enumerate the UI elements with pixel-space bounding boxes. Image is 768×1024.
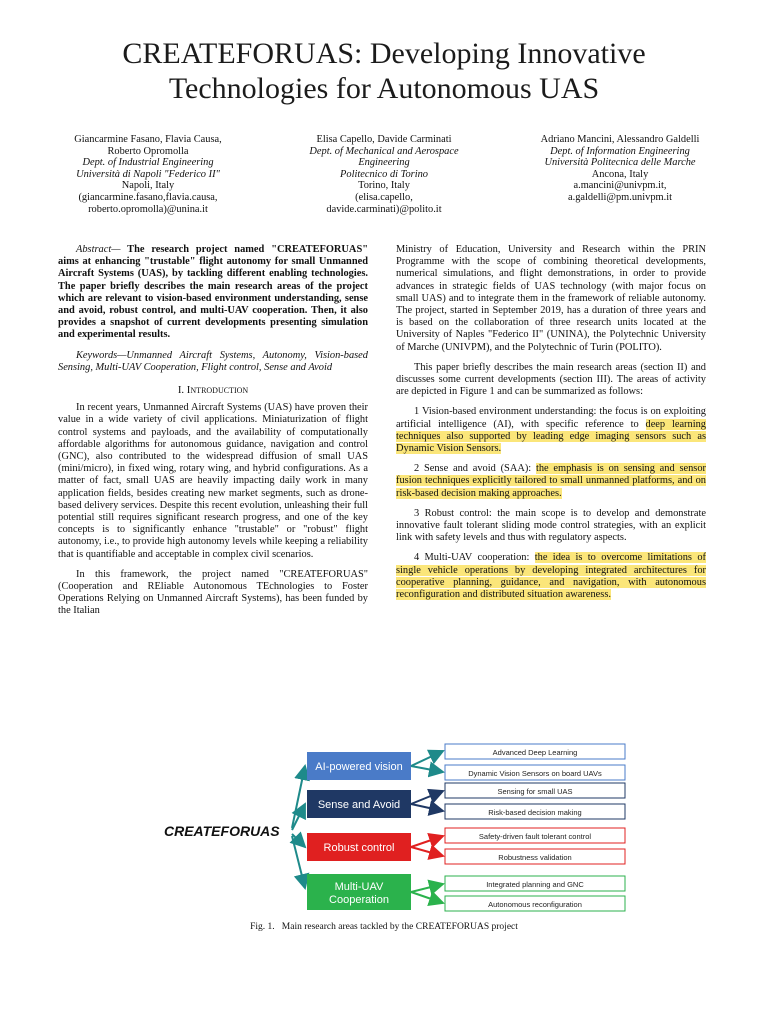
connector-sub xyxy=(411,836,443,847)
sub-label: Integrated planning and GNC xyxy=(486,880,584,889)
area-label-saa: Sense and Avoid xyxy=(317,799,401,811)
sub-label: Safety-driven fault tolerant control xyxy=(478,832,592,841)
connector-sub xyxy=(411,892,443,903)
figure-1 xyxy=(150,740,730,920)
connector-sub xyxy=(411,884,443,892)
author-dept: Engineering xyxy=(358,157,410,169)
caption-label: Fig. 1. xyxy=(250,922,275,932)
abstract xyxy=(58,244,368,342)
author-univpm xyxy=(510,134,730,204)
list-item-multi-uav xyxy=(396,552,706,601)
item-text: 1 Vision-based environment understanding: the focus is on exploiting artificial intelligence (AI), with specific reference to xyxy=(396,406,706,430)
list-item-robust-control: 3 Robust control: the main scope is to develop and demonstrate innovative fault tolerant sliding mode control strategies, with an explicit link with safety levels and thus with regulatory aspects. xyxy=(396,507,706,544)
author-dept: Dept. of Information Engineering xyxy=(550,145,690,157)
title-line-1: CREATEFORUAS: Developing Innovative xyxy=(122,37,646,70)
left-column xyxy=(58,244,368,626)
author-email[interactable]: a.galdelli@pm.univpm.it xyxy=(568,191,672,203)
area-label-multi-uav-line2: Cooperation xyxy=(329,894,389,906)
diagram-root-label: CREATEFORUAS xyxy=(164,823,280,839)
item-text: 2 Sense and avoid (SAA): xyxy=(414,463,536,475)
connector-sub xyxy=(411,766,443,772)
title-line-2: Technologies for Autonomous UAS xyxy=(168,72,600,105)
area-label-robust-control: Robust control xyxy=(323,842,395,854)
sub-label: Autonomous reconfiguration xyxy=(488,900,582,909)
connector-sub xyxy=(411,751,443,766)
right-column xyxy=(396,244,706,609)
connector-sub xyxy=(411,847,443,856)
author-names: Roberto Opromolla xyxy=(107,145,189,157)
caption-text: Main research areas tackled by the CREATEFORUAS project xyxy=(281,922,518,932)
author-names: Adriano Mancini, Alessandro Galdelli xyxy=(540,134,700,145)
highlighted-text: the emphasis is on sensing and sensor fusion techniques explicitly tailored to small unmanned platforms, and on risk-based decision making approaches. xyxy=(396,463,706,499)
highlighted-text: deep learning techniques also supported by leading edge imaging sensors such as Dynamic Vision Sensors. xyxy=(396,418,706,455)
figure-diagram xyxy=(150,740,730,920)
sub-label: Risk-based decision making xyxy=(488,808,582,817)
list-item-saa xyxy=(396,463,706,500)
paper-title xyxy=(40,36,728,106)
item-text: 4 Multi-UAV cooperation: xyxy=(414,552,535,564)
author-dept: Dept. of Mechanical and Aerospace xyxy=(309,145,459,157)
author-names: Giancarmine Fasano, Flavia Causa, xyxy=(74,134,222,145)
author-location: Torino, Italy xyxy=(358,180,410,192)
author-univ: Università di Napoli "Federico II" xyxy=(76,168,220,180)
right-paragraph-2: This paper briefly describes the main research areas (section II) and discusses some current developments (section III). The areas of activity are depicted in Figure 1 and can be summarized as follows: xyxy=(396,361,706,398)
connector-sub xyxy=(411,791,443,804)
author-email[interactable]: (giancarmine.fasano,flavia.causa, xyxy=(78,191,218,203)
section-heading-introduction: I. Introduction xyxy=(177,384,249,397)
right-paragraph-1: Ministry of Education, University and Research within the PRIN Programme with the scope of combining theoretical developments, numerical simulations, and flight demonstrations, in order to provide advances in strategic fields of UAS technology (with major focus on small UAS) and to integrate them in the framework of reliable autonomy. The project, started in September 2019, has a duration of three years and is based on the collaboration of three research units located at the University of Naples "Federico II" (UNINA), the Polytechnic University of Marche (UNIVPM), and the Polytechnic of Turin (POLITO). xyxy=(396,244,706,353)
sub-label: Robustness validation xyxy=(498,853,572,862)
area-label-vision: AI-powered vision xyxy=(315,761,403,773)
author-dept: Dept. of Industrial Engineering xyxy=(82,157,214,169)
sub-label: Dynamic Vision Sensors on board UAVs xyxy=(468,769,602,778)
list-item-vision xyxy=(396,406,706,455)
keywords: Keywords—Unmanned Aircraft Systems, Autonomy, Vision-based Sensing, Multi-UAV Cooperation, Flight control, Sense and Avoid xyxy=(58,349,368,373)
connector-sub xyxy=(411,804,443,811)
author-names: Elisa Capello, Davide Carminati xyxy=(316,134,452,145)
intro-paragraph-2: In this framework, the project named "CREATEFORUAS" (Cooperation and REliable Autonomous TEchnologies to Foster Operations Relying on Unmanned Aircraft Systems), has been funded by the Italian xyxy=(58,568,368,617)
author-email[interactable]: a.mancini@univpm.it, xyxy=(573,180,667,192)
area-label-multi-uav-line1: Multi-UAV xyxy=(334,881,384,893)
figure-caption xyxy=(0,922,768,932)
author-email[interactable]: roberto.opromolla)@unina.it xyxy=(88,203,208,215)
author-univ: Politecnico di Torino xyxy=(340,168,428,180)
highlighted-text: the idea is to overcome limitations of single vehicle operations by developing integrated architectures for cooperative planning, guidance, and navigation, with autonomous reconfiguration and distributed situation awareness. xyxy=(396,552,706,601)
author-email[interactable]: davide.carminati)@polito.it xyxy=(326,203,442,215)
abstract-text: The research project named "CREATEFORUAS" aims at enhancing "trustable" flight autonomy for small Unmanned Aircraft Systems (UAS), by tackling different enabling technologies. The paper briefly describes the main research areas of the project which are relevant to vision-based environment understanding, sense and avoid, robust control, and multi-UAV cooperation. Then, it also provides a snapshot of current developments presenting simulation and experimental results. xyxy=(58,244,368,341)
author-location: Napoli, Italy xyxy=(121,180,175,192)
author-univ: Università Politecnica delle Marche xyxy=(544,157,696,169)
author-polito xyxy=(280,134,488,215)
sub-label: Advanced Deep Learning xyxy=(492,748,578,757)
author-unina xyxy=(48,134,248,215)
author-location: Ancona, Italy xyxy=(591,168,649,180)
intro-paragraph-1: In recent years, Unmanned Aircraft Systems (UAS) have proven their value in a wide variety of civil applications. Miniaturization of flight control systems and payloads, and the availability of computationally affordable algorithms for autonomous guidance, navigation and control (GNC), also contributed to the widespread diffusion of small UAS (mini/micro), in fixed wing, rotary wing, and hybrid configurations. As a matter of fact, small UAS are heavily impacting daily work in many application fields, besides creating new market segments, such as drone-based delivery services. Despite this recent evolution, unleashing their full potential still requires significant research progress, and one of the key concepts is to significantly enhance "trustable" or "robust" flight autonomy, i.e., to provide high autonomy levels while keeping a reliability that is quantifiable and acceptable in complex civil scenarios. xyxy=(58,402,368,560)
sub-label: Sensing for small UAS xyxy=(497,787,573,796)
author-email[interactable]: (elisa.capello, xyxy=(355,191,413,203)
abstract-lead: Abstract— xyxy=(76,244,121,255)
